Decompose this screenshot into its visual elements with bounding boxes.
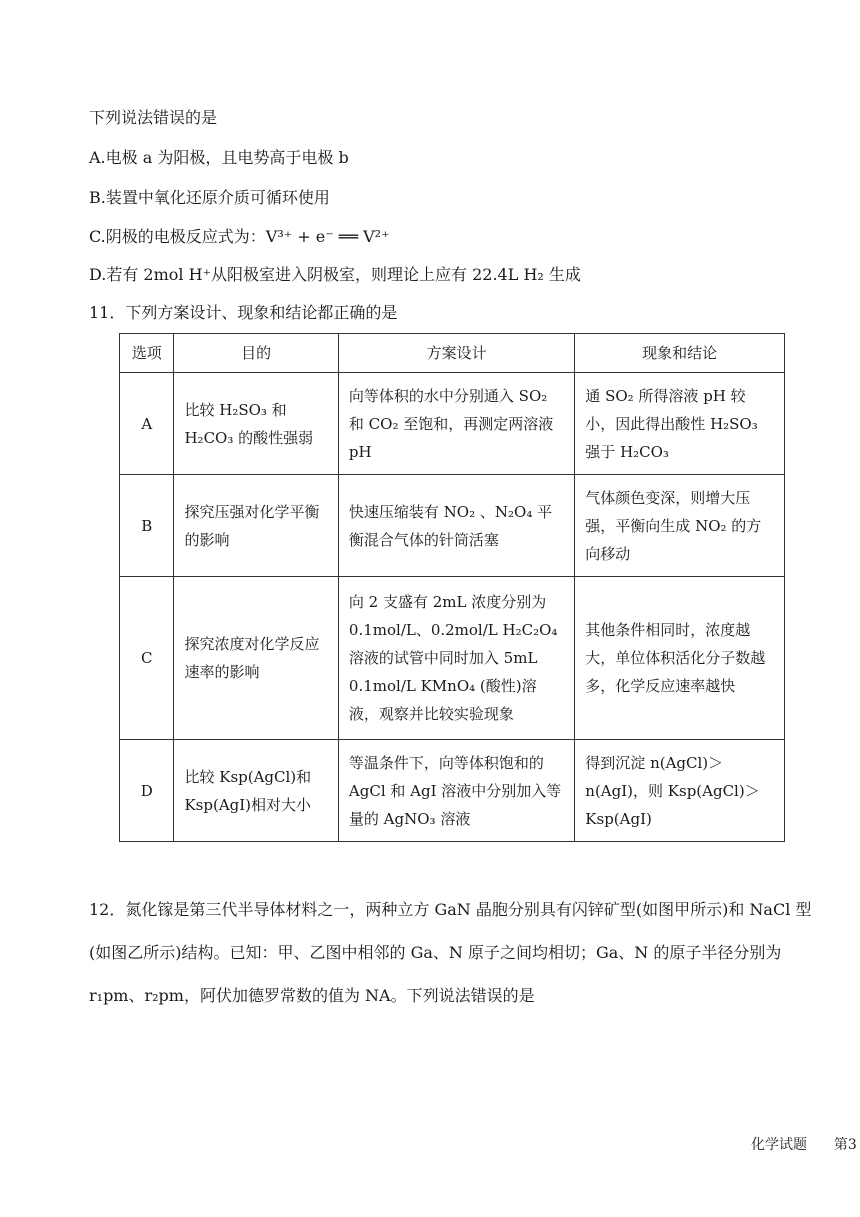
header-result: 现象和结论 [575, 334, 785, 373]
table-row [120, 373, 785, 475]
header-design: 方案设计 [338, 334, 574, 373]
table-row [120, 577, 785, 740]
option-c [89, 227, 390, 247]
row-option: D [120, 740, 174, 842]
page-footer [751, 1134, 857, 1154]
table-row [120, 475, 785, 577]
row-design: 等温条件下，向等体积饱和的 AgCl 和 AgI 溶液中分别加入等量的 AgNO₃ 溶液 [338, 740, 574, 842]
question-prompt: 下列说法错误的是 [89, 108, 218, 127]
question-12-stem: 12．氮化镓是第三代半导体材料之一，两种立方 GaN 晶胞分别具有闪锌矿型(如图甲所示)和 NaCl 型(如图乙所示)结构。已知：甲、乙图中相邻的 Ga、N 原子之间均相切；Ga、N 的原子半径分别为 r₁pm、r₂pm，阿伏加德罗常数的值为 NA。下列说法错误的是 [89, 900, 812, 1005]
option-a: A.电极 a 为阳极，且电势高于电极 b [89, 148, 349, 167]
footer-page: 第3 [833, 1137, 857, 1153]
table-row [120, 740, 785, 842]
row-result: 通 SO₂ 所得溶液 pH 较小，因此得出酸性 H₂SO₃ 强于 H₂CO₃ [575, 373, 785, 475]
row-purpose: 探究压强对化学平衡的影响 [174, 475, 338, 577]
row-result: 其他条件相同时，浓度越大，单位体积活化分子数越多，化学反应速率越快 [575, 577, 785, 740]
row-purpose: 探究浓度对化学反应速率的影响 [174, 577, 338, 740]
option-c-equation: V³⁺ + e⁻ ══ V²⁺ [265, 227, 390, 246]
footer-subject: 化学试题 [751, 1137, 807, 1153]
row-purpose: 比较 Ksp(AgCl)和 Ksp(AgI)相对大小 [174, 740, 338, 842]
row-option: A [120, 373, 174, 475]
row-design: 向 2 支盛有 2mL 浓度分别为 0.1mol/L、0.2mol/L H₂C₂O₄ 溶液的试管中同时加入 5mL 0.1mol/L KMnO₄ (酸性)溶液，观察并比较实验现象 [338, 577, 574, 740]
experiment-table [119, 333, 785, 842]
question-11-stem: 11．下列方案设计、现象和结论都正确的是 [89, 303, 398, 322]
row-result: 气体颜色变深，则增大压强，平衡向生成 NO₂ 的方向移动 [575, 475, 785, 577]
row-design: 向等体积的水中分别通入 SO₂ 和 CO₂ 至饱和，再测定两溶液 pH [338, 373, 574, 475]
option-d: D.若有 2mol H⁺从阳极室进入阴极室，则理论上应有 22.4L H₂ 生成 [89, 265, 581, 284]
row-option: C [120, 577, 174, 740]
row-design: 快速压缩装有 NO₂ 、N₂O₄ 平衡混合气体的针筒活塞 [338, 475, 574, 577]
header-purpose: 目的 [174, 334, 338, 373]
header-option: 选项 [120, 334, 174, 373]
row-option: B [120, 475, 174, 577]
option-c-prefix: C.阴极的电极反应式为： [89, 227, 266, 246]
option-b: B.装置中氧化还原介质可循环使用 [89, 188, 330, 207]
table-header-row [120, 334, 785, 373]
row-result: 得到沉淀 n(AgCl)＞n(AgI)，则 Ksp(AgCl)＞Ksp(AgI) [575, 740, 785, 842]
row-purpose: 比较 H₂SO₃ 和 H₂CO₃ 的酸性强弱 [174, 373, 338, 475]
